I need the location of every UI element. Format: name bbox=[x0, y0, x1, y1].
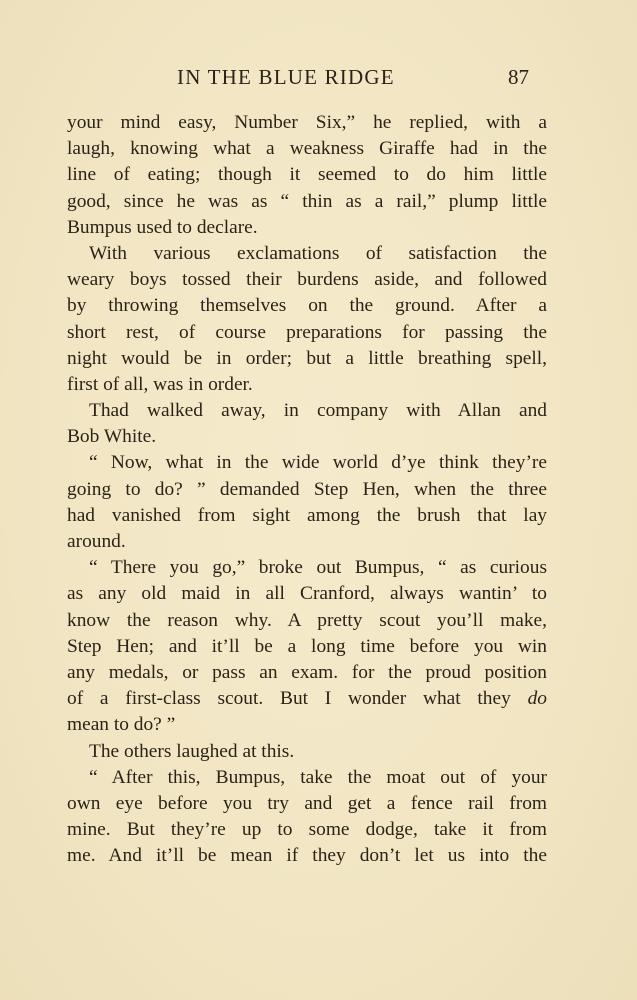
text-line: Thad walked away, in company with Allan and bbox=[89, 400, 547, 422]
text-line: any medals, or pass an exam. for the proud position bbox=[67, 661, 547, 683]
text-line: going to do? ” demanded Step Hen, when the three bbox=[67, 478, 547, 500]
text-line: mine. But they’re up to some dodge, take it from bbox=[67, 819, 547, 841]
text-line: With various exclamations of satisfaction the bbox=[89, 242, 547, 264]
text-line: night would be in order; but a little breathing spell, bbox=[67, 347, 547, 369]
text-line: line of eating; though it seemed to do him little bbox=[67, 164, 547, 186]
page-header bbox=[0, 62, 637, 92]
text-line: as any old maid in all Cranford, always wantin’ to bbox=[67, 583, 547, 605]
text-line: “ There you go,” broke out Bumpus, “ as curious bbox=[89, 557, 547, 579]
text-line-with-italic bbox=[67, 686, 547, 712]
text-line: first of all, was in order. bbox=[67, 373, 253, 395]
text-line: “ Now, what in the wide world d’ye think they’re bbox=[89, 452, 547, 474]
text-line: good, since he was as “ thin as a rail,” plump little bbox=[67, 190, 547, 212]
text-line: own eye before you try and get a fence rail from bbox=[67, 792, 547, 814]
text-line: had vanished from sight among the brush that lay bbox=[67, 504, 547, 526]
text-line: know the reason why. A pretty scout you’ll make, bbox=[67, 609, 547, 631]
text-line: weary boys tossed their burdens aside, and followed bbox=[67, 269, 547, 291]
text-fragment: of a first-class scout. But I wonder what they bbox=[67, 688, 511, 710]
text-line: laugh, knowing what a weakness Giraffe had in the bbox=[67, 138, 547, 160]
text-line: The others laughed at this. bbox=[89, 740, 295, 762]
text-line: mean to do? ” bbox=[67, 714, 176, 736]
running-head: IN THE BLUE RIDGE bbox=[177, 65, 395, 89]
text-line: Step Hen; and it’ll be a long time before you win bbox=[67, 635, 547, 657]
page-number: 87 bbox=[508, 65, 529, 89]
text-line: short rest, of course preparations for passing the bbox=[67, 321, 547, 343]
text-line: “ After this, Bumpus, take the moat out of your bbox=[89, 766, 547, 788]
text-line: your mind easy, Number Six,” he replied, with a bbox=[67, 112, 547, 133]
text-line: around. bbox=[67, 531, 126, 552]
italic-word: do bbox=[527, 688, 547, 710]
text-line: Bumpus used to declare. bbox=[67, 216, 258, 238]
text-line: me. And it’ll be mean if they don’t let us into the bbox=[67, 845, 547, 867]
body-text bbox=[67, 110, 547, 869]
text-line: by throwing themselves on the ground. After a bbox=[67, 295, 547, 317]
text-line: Bob White. bbox=[67, 426, 157, 448]
